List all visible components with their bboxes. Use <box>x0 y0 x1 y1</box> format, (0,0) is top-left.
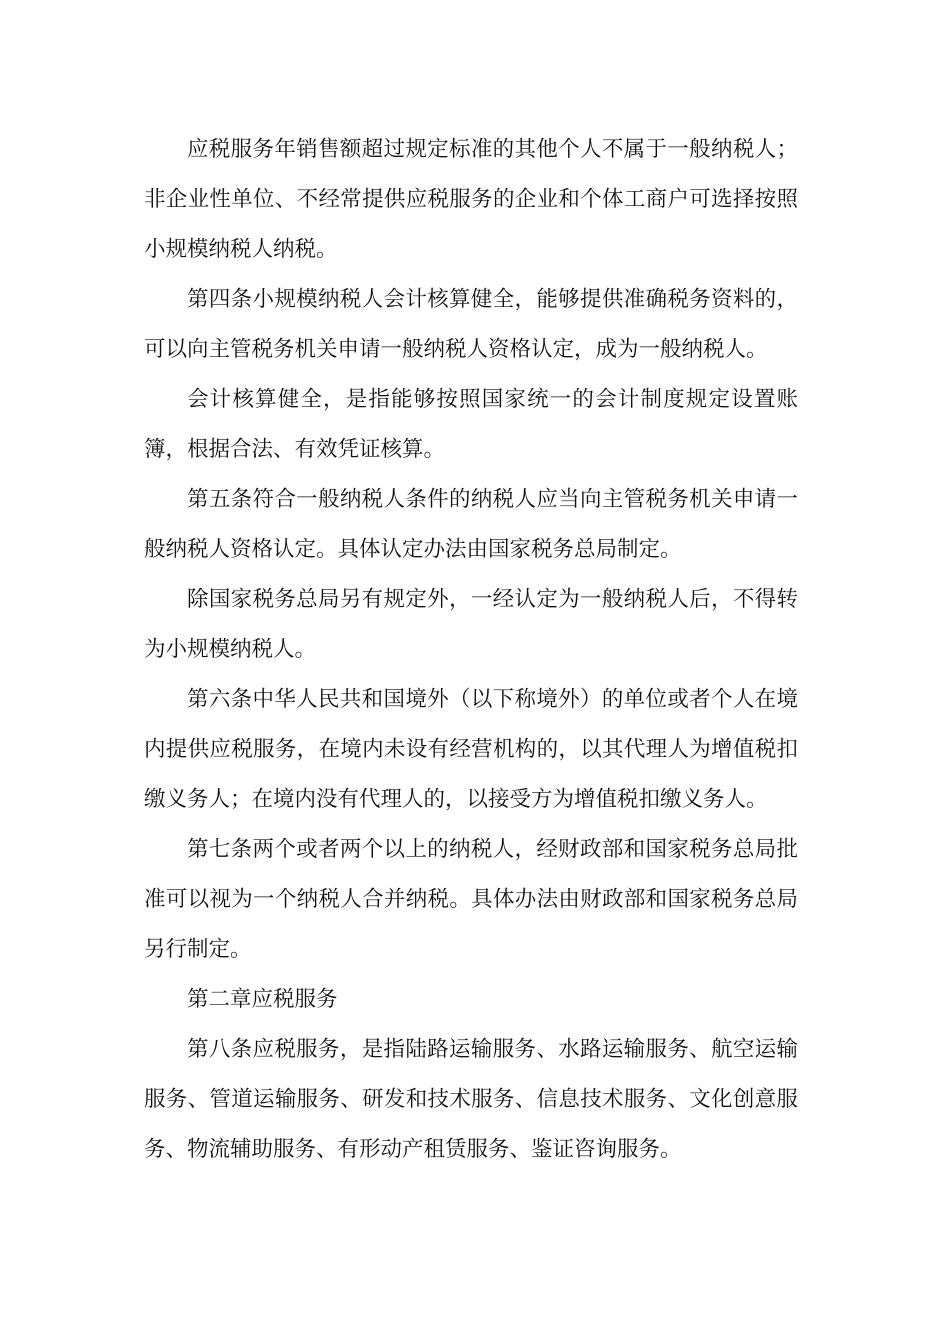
paragraph-article-4: 第四条小规模纳税人会计核算健全，能够提供准确税务资料的，可以向主管税务机关申请一般纳税人资格认定，成为一般纳税人。 <box>144 287 798 362</box>
paragraph-accounting-definition: 会计核算健全，是指能够按照国家统一的会计制度规定设置账簿，根据合法、有效凭证核算。 <box>144 387 798 462</box>
document-body <box>144 125 798 1175</box>
paragraph-article-5: 第五条符合一般纳税人条件的纳税人应当向主管税务机关申请一般纳税人资格认定。具体认定办法由国家税务总局制定。 <box>144 487 798 562</box>
paragraph-article-7: 第七条两个或者两个以上的纳税人，经财政部和国家税务总局批准可以视为一个纳税人合并纳税。具体办法由财政部和国家税务总局另行制定。 <box>144 837 798 962</box>
paragraph-no-reversion: 除国家税务总局另有规定外，一经认定为一般纳税人后，不得转为小规模纳税人。 <box>144 587 798 662</box>
paragraph-small-scale-individuals: 应税服务年销售额超过规定标准的其他个人不属于一般纳税人；非企业性单位、不经常提供应税服务的企业和个体工商户可选择按照小规模纳税人纳税。 <box>144 137 798 262</box>
paragraph-article-6: 第六条中华人民共和国境外（以下称境外）的单位或者个人在境内提供应税服务，在境内未设有经营机构的，以其代理人为增值税扣缴义务人；在境内没有代理人的，以接受方为增值税扣缴义务人。 <box>144 687 798 812</box>
paragraph-article-8: 第八条应税服务，是指陆路运输服务、水路运输服务、航空运输服务、管道运输服务、研发和技术服务、信息技术服务、文化创意服务、物流辅助服务、有形动产租赁服务、鉴证咨询服务。 <box>144 1037 798 1162</box>
chapter-heading: 第二章应税服务 <box>187 987 338 1012</box>
